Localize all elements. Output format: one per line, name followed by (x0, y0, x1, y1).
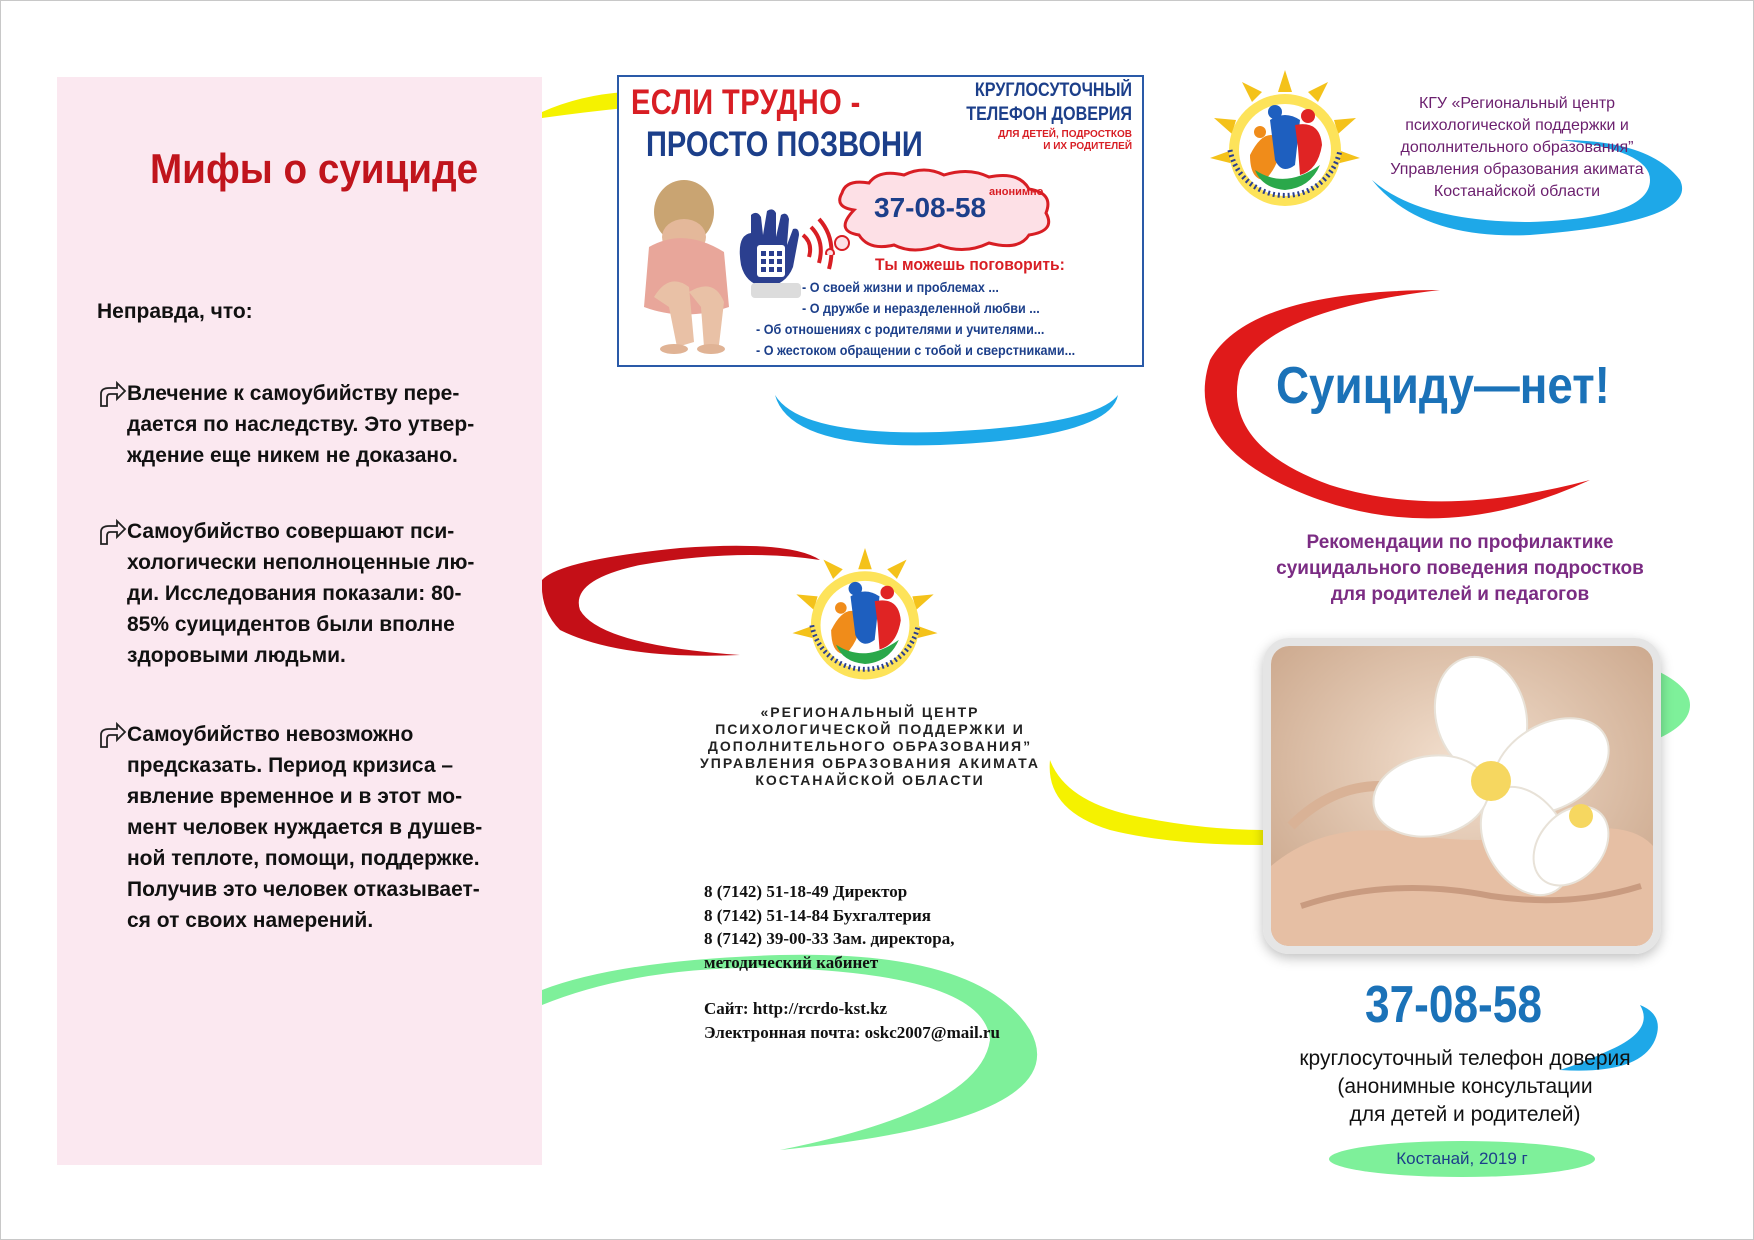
org-name-top (1372, 93, 1662, 203)
myth-line: здоровыми людьми. (127, 644, 346, 667)
myth-line: ся от своих намерений. (127, 909, 374, 932)
banner-anonymous: анонимно (989, 186, 1044, 198)
curved-arrow-icon (97, 721, 127, 751)
cover-title: Суициду—нет! (1276, 357, 1610, 415)
hands-flower-drawing (1271, 646, 1653, 946)
banner-headline-1: ЕСЛИ ТРУДНО - (631, 83, 861, 122)
myth-line: ждение еще никем не доказано. (127, 444, 458, 467)
city-year-label: Костанай, 2019 г (1396, 1149, 1528, 1168)
hotline-number: 37-08-58 (1365, 976, 1542, 1034)
banner-topic: - О дружбе и неразделенной любви ... (802, 300, 1040, 316)
swoosh-red-mid (542, 546, 820, 656)
org-line: ПСИХОЛОГИЧЕСКОЙ ПОДДЕРЖКИ И (715, 721, 1025, 737)
contact-email[interactable]: Электронная почта: oskc2007@mail.ru (704, 1022, 1000, 1042)
curved-arrow-icon (97, 518, 127, 548)
contact-phone: 8 (7142) 51-14-84 Бухгалтерия (704, 905, 931, 925)
myth-item (127, 719, 507, 936)
banner-topic: - Об отношениях с родителями и учителями... (756, 321, 1045, 337)
org-line: УПРАВЛЕНИЯ ОБРАЗОВАНИЯ АКИМАТА (700, 755, 1040, 771)
banner-topic: - О жестоком обращении с тобой и сверстниками... (756, 342, 1076, 358)
myth-line: дается по наследству. Это утвер- (127, 413, 475, 436)
myth-line: Влечение к самоубийству пере- (127, 382, 460, 405)
sun-logo-icon (790, 548, 940, 693)
myth-line: Получив это человек отказывает- (127, 878, 480, 901)
myth-line: предсказать. Период кризиса – (127, 754, 454, 777)
hotline-line: для детей и родителей) (1349, 1103, 1581, 1126)
myth-line: хологически неполноценные лю- (127, 551, 475, 574)
banner-can-talk: Ты можешь поговорить: (875, 255, 1065, 274)
banner-phone-number: 37-08-58 (874, 192, 987, 223)
sun-logo-icon (1210, 70, 1360, 220)
hotline-banner (617, 75, 1144, 367)
hotline-line: круглосуточный телефон доверия (1299, 1047, 1631, 1070)
contact-phone: 8 (7142) 39-00-33 Зам. директора, (704, 929, 955, 948)
banner-hotline-label (937, 79, 1133, 127)
myth-line: ной теплоте, помощи, поддержке. (127, 847, 480, 870)
contact-site[interactable]: Сайт: http://rcrdo-kst.kz (704, 999, 888, 1018)
hotline-line: (анонимные консультации (1337, 1075, 1593, 1098)
hotline-description (1255, 1045, 1675, 1129)
org-name-middle (670, 704, 1070, 789)
banner-audience (998, 129, 1132, 153)
recommend-line: для родителей и педагогов (1330, 584, 1590, 605)
org-line: ДОПОЛНИТЕЛЬНОГО ОБРАЗОВАНИЯ” (707, 738, 1033, 754)
curved-arrow-icon (97, 380, 127, 410)
myth-item (127, 378, 507, 471)
swoosh-blue-banner (775, 395, 1118, 445)
contacts-block (704, 880, 1000, 1044)
myths-lead: Неправда, что: (97, 300, 253, 323)
contact-phone: 8 (7142) 51-18-49 Директор (704, 882, 908, 901)
banner-sub-line: ДЛЯ ДЕТЕЙ, ПОДРОСТКОВ (998, 129, 1132, 140)
org-line: КОСТАНАЙСКОЙ ОБЛАСТИ (755, 772, 985, 788)
myth-line: Самоубийство совершают пси- (127, 520, 455, 543)
recommend-line: суицидального поведения подростков (1276, 558, 1644, 579)
org-line: «РЕГИОНАЛЬНЫЙ ЦЕНТР (760, 704, 980, 720)
banner-headline-2: ПРОСТО ПОЗВОНИ (646, 125, 923, 164)
myths-title: Мифы о суициде (150, 145, 479, 192)
myth-line: 85% суицидентов были вполне (127, 613, 455, 636)
myth-line: Самоубийство невозможно (127, 723, 414, 746)
myth-line: явление временное и в этот мо- (127, 785, 463, 808)
myth-item (127, 516, 507, 671)
org-line: дополнительного образования” (1400, 139, 1634, 156)
org-line: КГУ «Региональный центр (1418, 95, 1616, 112)
org-line: психологической поддержки и (1405, 117, 1629, 134)
recommend-line: Рекомендации по профилактике (1306, 532, 1614, 553)
myth-line: мент человек нуждается в душев- (127, 816, 483, 839)
swoosh-yellow-mid (1050, 760, 1263, 845)
hands-flower-image (1263, 638, 1661, 954)
swoosh-yellow-top (542, 92, 625, 118)
org-line: Костанайской области (1433, 183, 1601, 200)
contact-phone: методический кабинет (704, 952, 879, 972)
banner-topic: - О своей жизни и проблемах ... (802, 279, 999, 295)
myth-line: ди. Исследования показали: 80- (127, 582, 462, 605)
banner-right-line: ТЕЛЕФОН ДОВЕРИЯ (966, 104, 1132, 125)
recommendations-subtitle (1250, 530, 1670, 608)
banner-right-line: КРУГЛОСУТОЧНЫЙ (974, 80, 1132, 101)
org-line: Управления образования акимата (1390, 161, 1644, 178)
banner-sub-line: И ИХ РОДИТЕЛЕЙ (1043, 141, 1132, 152)
